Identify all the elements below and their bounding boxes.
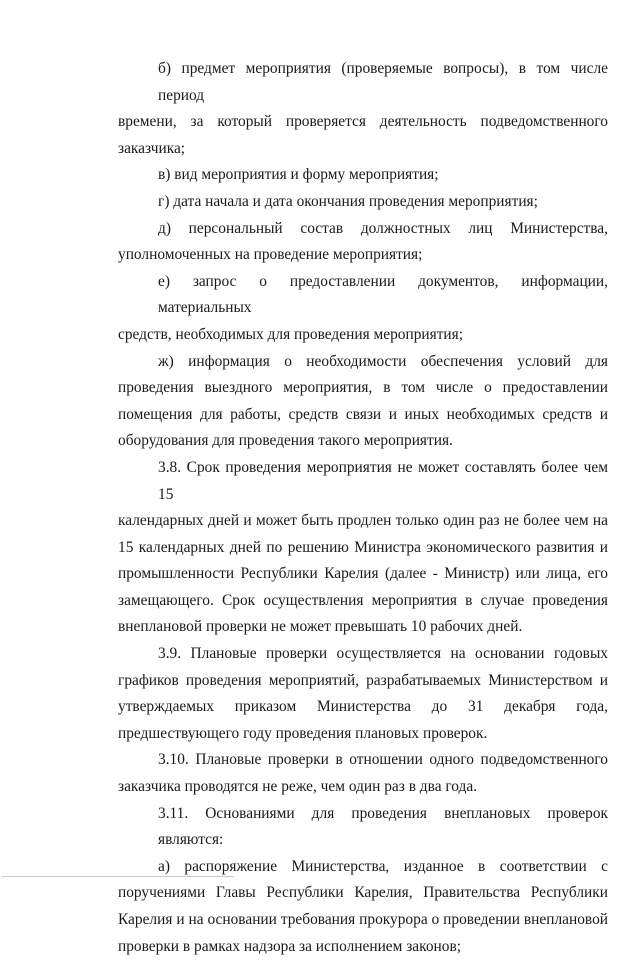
text-line: б) предмет мероприятия (проверяемые вопросы), в том числе период — [158, 60, 608, 104]
paragraph-p39 — [118, 641, 608, 747]
text-line: 3.10. Плановые проверки в отношении одного подведомственного — [158, 751, 608, 769]
text-line: а) распоряжение Министерства, изданное в соответствии с — [158, 857, 608, 875]
text-line: заказчика; — [118, 139, 186, 157]
paragraph-zh — [118, 349, 608, 455]
text-line: графиков проведения мероприятий, разрабатываемых Министерством и — [118, 671, 608, 689]
paragraph-v — [118, 162, 608, 189]
text-line: средств, необходимых для проведения мероприятия; — [118, 325, 464, 343]
text-line: г) дата начала и дата окончания проведения мероприятия; — [158, 192, 538, 210]
text-line: д) персональный состав должностных лиц Министерства, — [158, 219, 608, 237]
text-line: утверждаемых приказом Министерства до 31 декабря года, — [118, 698, 608, 716]
text-line: внеплановой проверки не может превышать 10 рабочих дней. — [118, 618, 523, 636]
text-line: 3.11. Основаниями для проведения внеплановых проверок являются: — [158, 804, 608, 849]
paragraph-a — [118, 854, 608, 960]
text-line: календарных дней и может быть продлен только один раз не более чем на — [118, 512, 608, 530]
paragraph-b — [118, 56, 608, 162]
text-line: времени, за который проверяется деятельность подведомственного — [118, 113, 608, 131]
document-body — [118, 56, 608, 960]
text-line: замещающего. Срок осуществления мероприятия в случае проведения — [118, 591, 608, 609]
text-line: предшествующего году проведения плановых проверок. — [118, 724, 488, 742]
paragraph-p38 — [118, 455, 608, 641]
footer-rule — [2, 876, 234, 877]
paragraph-e — [118, 269, 608, 349]
paragraph-p311 — [118, 801, 608, 854]
paragraph-g — [118, 189, 608, 216]
text-line: поручениями Главы Республики Карелия, Правительства Республики — [118, 884, 608, 902]
text-line: 3.8. Срок проведения мероприятия не может составлять более чем 15 — [158, 458, 608, 503]
text-line: оборудования для проведения такого мероприятия. — [118, 432, 453, 450]
text-line: ж) информация о необходимости обеспечения условий для — [158, 352, 608, 370]
text-line: заказчика проводятся не реже, чем один раз в два года. — [118, 778, 478, 796]
paragraph-d — [118, 216, 608, 269]
text-line: промышленности Республики Карелия (далее - Министр) или лица, его — [118, 565, 608, 583]
paragraph-p310 — [118, 747, 608, 800]
text-line: в) вид мероприятия и форму мероприятия; — [158, 166, 439, 184]
text-line: Карелия и на основании требования прокурора о проведении внеплановой — [118, 911, 608, 928]
text-line: проведения выездного мероприятия, в том числе о предоставлении — [118, 379, 608, 397]
text-line: е) запрос о предоставлении документов, информации, материальных — [158, 272, 608, 317]
text-line: 15 календарных дней по решению Министра экономического развития и — [118, 538, 608, 556]
text-line: 3.9. Плановые проверки осуществляется на основании годовых — [158, 645, 608, 663]
text-line: помещения для работы, средств связи и иных необходимых средств и — [118, 405, 608, 423]
text-line: уполномоченных на проведение мероприятия; — [118, 246, 423, 264]
text-line: проверки в рамках надзора за исполнением законов; — [118, 937, 462, 955]
